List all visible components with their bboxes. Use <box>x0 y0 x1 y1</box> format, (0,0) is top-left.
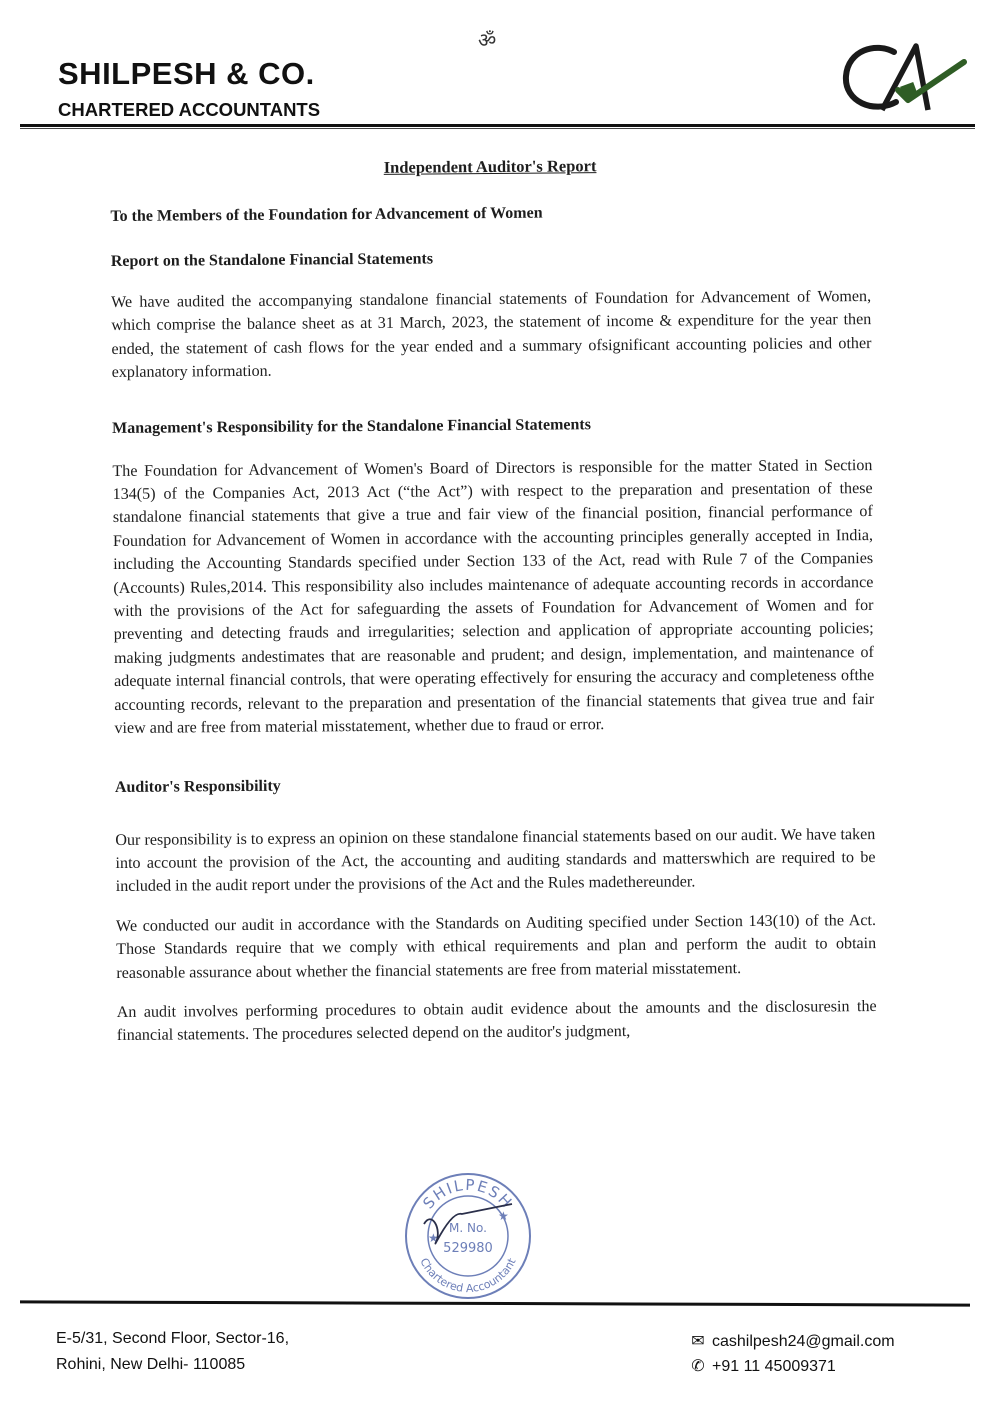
email-icon: ✉ <box>691 1333 705 1350</box>
section-heading-management-responsibility: Management's Responsibility for the Standalone Financial Statements <box>112 415 591 437</box>
footer-address-line-2: Rohini, New Delhi- 110085 <box>56 1356 246 1373</box>
paragraph-auditor-opinion: Our responsibility is to express an opinion on these standalone financial statements based on our audit. We have taken into account the provision of the Act, the accounting and auditing standards and matterswhich are required to be included in the audit report under the provisions of the Act and the Rules madethereunder. <box>115 825 876 896</box>
firm-name: SHILPESH & CO. <box>58 56 315 91</box>
header-rule-thin <box>20 128 975 129</box>
svg-text:M. No.: M. No. <box>449 1221 487 1235</box>
svg-text:Chartered Accountant: Chartered Accountant <box>417 1255 519 1296</box>
paragraph-standards-on-auditing: We conducted our audit in accordance with the Standards on Auditing specified under Section 143(10) of the Act. Those Standards require that we comply with ethical requirements and plan and perform the audit to obtain reasonable assurance about whether the financial statements are free from material misstatement. <box>115 911 877 982</box>
svg-text:SHILPESH: SHILPESH <box>419 1175 517 1213</box>
header-rule <box>20 124 975 127</box>
phone-icon: ✆ <box>691 1358 705 1375</box>
report-title: Independent Auditor's Report <box>383 156 597 177</box>
paragraph-audited-statements: We have audited the accompanying standalone financial statements of Foundation for Advancement of Women, which comprise the balance sheet as at 31 March, 2023, the statement of income & expenditure for the year then ended, the statement of cash flows for the year ended and a summary ofsignificant accounting policies and other explanatory information. <box>111 288 872 382</box>
footer-email <box>690 1331 895 1351</box>
section-heading-auditor-responsibility: Auditor's Responsibility <box>114 777 281 796</box>
firm-subtitle: CHARTERED ACCOUNTANTS <box>58 99 321 120</box>
ca-seal-stamp <box>402 1170 534 1302</box>
phone-number[interactable]: +91 11 45009371 <box>712 1358 836 1375</box>
report-body <box>110 154 877 1048</box>
ca-logo <box>836 40 968 116</box>
paragraph-audit-procedures: An audit involves performing procedures to obtain audit evidence about the amounts and the disclosuresin the financial statements. The procedures selected depend on the auditor's judgment, <box>116 997 877 1045</box>
addressee: To the Members of the Foundation for Advancement of Women <box>110 204 543 225</box>
svg-text:★: ★ <box>498 1209 509 1223</box>
section-heading-financial-statements: Report on the Standalone Financial Statements <box>110 250 434 270</box>
paragraph-management-responsibility: The Foundation for Advancement of Women's Board of Directors is responsible for the matter Stated in Section 134(5) of the Companies Act, 2013 Act (“the Act”) with respect to the preparation and presentation of these standalone financial statements that give a true and fair view of the financial position, financial performance of Foundation for Advancement of Women in accordance with the accounting principles generally accepted in India, including the Accounting Standards specified under Section 133 of the Act, read with Rule 7 of the Companies (Accounts) Rules,2014. This responsibility also includes maintenance of adequate accounting records in accordance with the provisions of the Act for safeguarding the assets of Foundation for Advancement of Women and for preventing and detecting frauds and irregularities; selection and application of appropriate accounting policies; making judgments andestimates that are reasonable and prudent; and design, implementation, and maintenance of adequate internal financial controls, that were operating effectively for ensuring the accuracy and completeness ofthe accounting records, relevant to the preparation and presentation of the financial statements that givea true and fair view and are free from material misstatement, whether due to fraud or error. <box>112 456 875 738</box>
svg-text:★: ★ <box>428 1231 439 1245</box>
footer-rule <box>20 1300 970 1306</box>
svg-text:529980: 529980 <box>443 1241 493 1256</box>
footer-address-line-1: E-5/31, Second Floor, Sector-16, <box>56 1330 290 1347</box>
email-address[interactable]: cashilpesh24@gmail.com <box>712 1333 895 1350</box>
footer-phone <box>690 1356 836 1376</box>
om-symbol: ॐ <box>478 28 497 52</box>
